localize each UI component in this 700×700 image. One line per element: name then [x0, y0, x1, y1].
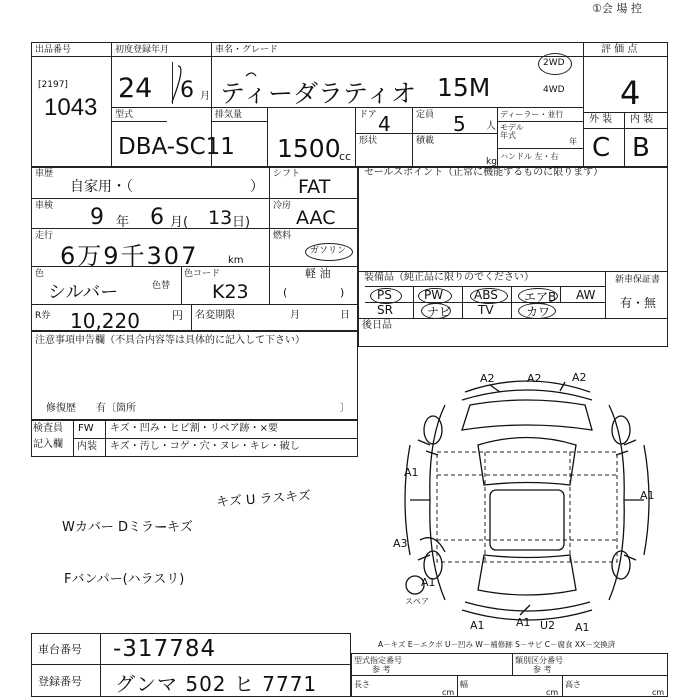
- first-reg-month-unit: 月: [200, 91, 210, 102]
- model-year-label: モデル 年式: [500, 123, 524, 140]
- repair-label: 修復歴 有〔箇所: [46, 403, 136, 414]
- roof: [490, 490, 564, 550]
- handle-label: ハンドル 左・右: [500, 152, 559, 161]
- class-number-label: 類別区分番号: [515, 656, 563, 665]
- divider: [457, 675, 458, 697]
- inspector-fw-items: キズ・凹み・ヒビ割・リペア跡・×要: [110, 423, 278, 434]
- chassis-value: -317784: [113, 636, 217, 662]
- score-value: 4: [620, 74, 641, 112]
- mark-rear-3: U2: [540, 619, 556, 632]
- color-label: 色: [35, 269, 45, 279]
- displacement-value: 1500: [277, 134, 341, 163]
- usage-value: 自家用・（: [70, 179, 133, 195]
- model-year-suffix: 年: [569, 137, 577, 146]
- chassis-label: 車台番号: [38, 643, 82, 656]
- displacement-label: 排気量: [215, 110, 243, 120]
- equip-leather: カワ: [526, 305, 551, 319]
- doors-label: ドア: [359, 110, 377, 120]
- class-ref: 参 考: [533, 665, 552, 674]
- registration-value: グンマ 502 ヒ 7771: [115, 672, 318, 696]
- aircon-value: AAC: [296, 207, 336, 229]
- dealer-label: ディーラー・並行: [500, 110, 564, 119]
- lot-number: 1043: [44, 94, 98, 121]
- color-change-label: 色替: [152, 281, 171, 291]
- equip-sr: SR: [377, 303, 393, 317]
- load-unit: kg: [486, 157, 497, 167]
- exterior-value: C: [592, 133, 611, 163]
- inspection-month-unit: 月(: [170, 215, 189, 230]
- equip-airbag: エアB: [524, 290, 557, 304]
- color-value: シルバー: [48, 282, 119, 303]
- mark-rear-1: A1: [470, 619, 485, 632]
- repair-close: 〕: [340, 403, 350, 414]
- equip-abs: ABS: [474, 288, 498, 302]
- rear-window: [478, 555, 576, 595]
- shift-label: シフト: [273, 169, 301, 179]
- type-ref: 参 考: [372, 665, 391, 674]
- recycle-label: R券: [35, 311, 51, 321]
- inspection-day-unit: 日): [232, 215, 251, 230]
- equip-aw: AW: [576, 288, 596, 302]
- score-label: 評 価 点: [601, 44, 638, 55]
- color-code: K23: [212, 281, 249, 303]
- width-unit: cm: [546, 688, 559, 697]
- shift-value: FAT: [298, 176, 331, 198]
- capacity-label: 定員: [416, 110, 435, 120]
- wheel-front-right: [612, 416, 630, 444]
- mileage-unit: km: [228, 255, 244, 266]
- fuel-paren-close: ): [340, 286, 345, 299]
- mark-rear-4: A1: [575, 621, 590, 634]
- mark-pointer: [490, 385, 500, 392]
- remark-2: Wカバー Dミラーキズ: [62, 520, 193, 535]
- mark-left-quarter: A1: [421, 576, 436, 589]
- inspector-fw: FW: [78, 423, 94, 434]
- mileage-value: 6万9千307: [60, 242, 199, 270]
- recycle-unit: 円: [172, 309, 183, 322]
- divider: [100, 633, 101, 697]
- hood: [462, 400, 592, 430]
- rear-bumper-inner: [465, 602, 590, 611]
- fuel-paren-open: (: [283, 286, 288, 299]
- mark-right-door: A1: [640, 489, 655, 502]
- spare-label: スペア: [405, 597, 429, 606]
- handwriting-stroke: [172, 66, 181, 102]
- inspector-label-1: 検査員: [33, 423, 63, 434]
- exterior-label: 外 装: [589, 114, 613, 125]
- front-bumper-inner: [462, 390, 592, 400]
- warranty-label: 新車保証書: [615, 275, 661, 285]
- fuel-diesel: 軽 油: [305, 267, 331, 280]
- length-label: 長さ: [354, 680, 370, 689]
- lot-code: [2197]: [38, 80, 68, 90]
- divider: [31, 664, 351, 665]
- doors-value: 4: [378, 112, 391, 136]
- height-label: 高さ: [565, 680, 581, 689]
- car-name: ティーダラティオ: [220, 79, 417, 108]
- mark-front-1: A2: [480, 372, 495, 385]
- inspector-label-2: 記入欄: [33, 439, 63, 450]
- drive-4wd: 4WD: [543, 85, 565, 95]
- first-reg-month: 6: [180, 78, 194, 103]
- registration-label: 登録番号: [38, 675, 82, 688]
- type-designation-label: 型式指定番号: [354, 656, 402, 665]
- interior-label: 内 装: [630, 114, 654, 125]
- usage-label: 車歴: [35, 169, 54, 179]
- capacity-unit: 人: [486, 121, 496, 132]
- mileage-label: 走行: [35, 231, 54, 241]
- sales-point-label: セールスポイント（正常に機能するものに限ります）: [364, 167, 604, 178]
- windshield: [478, 438, 576, 486]
- inspection-year: 9: [90, 205, 104, 230]
- mark-front-2: A2: [527, 372, 542, 385]
- width-label: 幅: [460, 680, 468, 689]
- mark-rear-2: A1: [516, 616, 531, 629]
- inspection-label: 車検: [35, 201, 54, 211]
- capacity-value: 5: [453, 112, 466, 136]
- length-unit: cm: [442, 688, 455, 697]
- meibo-month: 月: [290, 310, 300, 321]
- damage-legend: A－キズ E－エクボ U－凹み W－補修跡 S－サビ C－腐食 XX－交換済: [378, 640, 616, 649]
- mark-left-rear: A3: [393, 537, 408, 550]
- rear-date-label: 後日品: [362, 320, 392, 331]
- dashed-panel: [437, 452, 617, 562]
- right-body-side: [609, 405, 624, 600]
- height-unit: cm: [652, 688, 665, 697]
- inspection-year-unit: 年: [116, 215, 130, 230]
- divider: [351, 675, 668, 676]
- color-code-label: 色コード: [184, 269, 221, 279]
- mark-pointer: [560, 382, 565, 391]
- first-reg-year: 24: [118, 73, 153, 104]
- model-value: DBA-SC11: [118, 134, 235, 160]
- aircon-label: 冷房: [273, 201, 292, 211]
- wheel-front-left: [424, 416, 442, 444]
- inspection-day: 13: [208, 207, 233, 229]
- interior-value: B: [632, 133, 650, 163]
- left-body-side: [430, 405, 445, 600]
- divider: [562, 675, 563, 697]
- load-label: 積載: [416, 136, 435, 146]
- usage-close: ）: [250, 179, 264, 195]
- meibo-label: 名変期限: [195, 310, 235, 321]
- inspector-naisou-items: キズ・汚し・コゲ・穴・ヌレ・キレ・破し: [110, 441, 300, 452]
- dakuten-stroke: [246, 73, 256, 76]
- equipment-label: 装備品（純正品に限りのでください）: [364, 272, 534, 283]
- lot-label: 出品番号: [35, 45, 72, 55]
- car-name-label: 車名・グレード: [215, 45, 279, 55]
- notes-label: 注意事項申告欄（不具合内容等は具体的に記入して下さい）: [35, 335, 305, 346]
- mark-front-3: A2: [572, 371, 587, 384]
- venue-label: ①会 場 控: [592, 2, 642, 15]
- meibo-day: 日: [340, 310, 350, 321]
- car-grade: 15M: [437, 73, 491, 102]
- remark-3: Fバンパー(ハラスリ): [64, 572, 185, 587]
- inspector-naisou: 内装: [77, 441, 97, 452]
- recycle-value: 10,220: [70, 309, 140, 333]
- displacement-unit: cc: [339, 150, 352, 163]
- equip-navi: ナビ: [427, 305, 452, 319]
- drive-2wd: 2WD: [543, 58, 565, 68]
- equip-ps: PS: [377, 288, 392, 302]
- remark-1: キズ U ラスキズ: [215, 488, 312, 511]
- equip-tv: TV: [478, 303, 494, 317]
- model-label: 型式: [115, 110, 134, 120]
- divider: [512, 653, 513, 675]
- warranty-value: 有・無: [620, 296, 657, 310]
- fuel-label: 燃料: [273, 231, 292, 241]
- fuel-gasoline: ガソリン: [310, 246, 347, 256]
- first-reg-label: 初度登録年月: [115, 45, 170, 55]
- mark-left-door: A1: [404, 466, 419, 479]
- shape-label: 形状: [359, 136, 378, 146]
- equip-pw: PW: [424, 288, 444, 302]
- inspection-month: 6: [150, 205, 164, 230]
- mark-pointer: [520, 605, 530, 615]
